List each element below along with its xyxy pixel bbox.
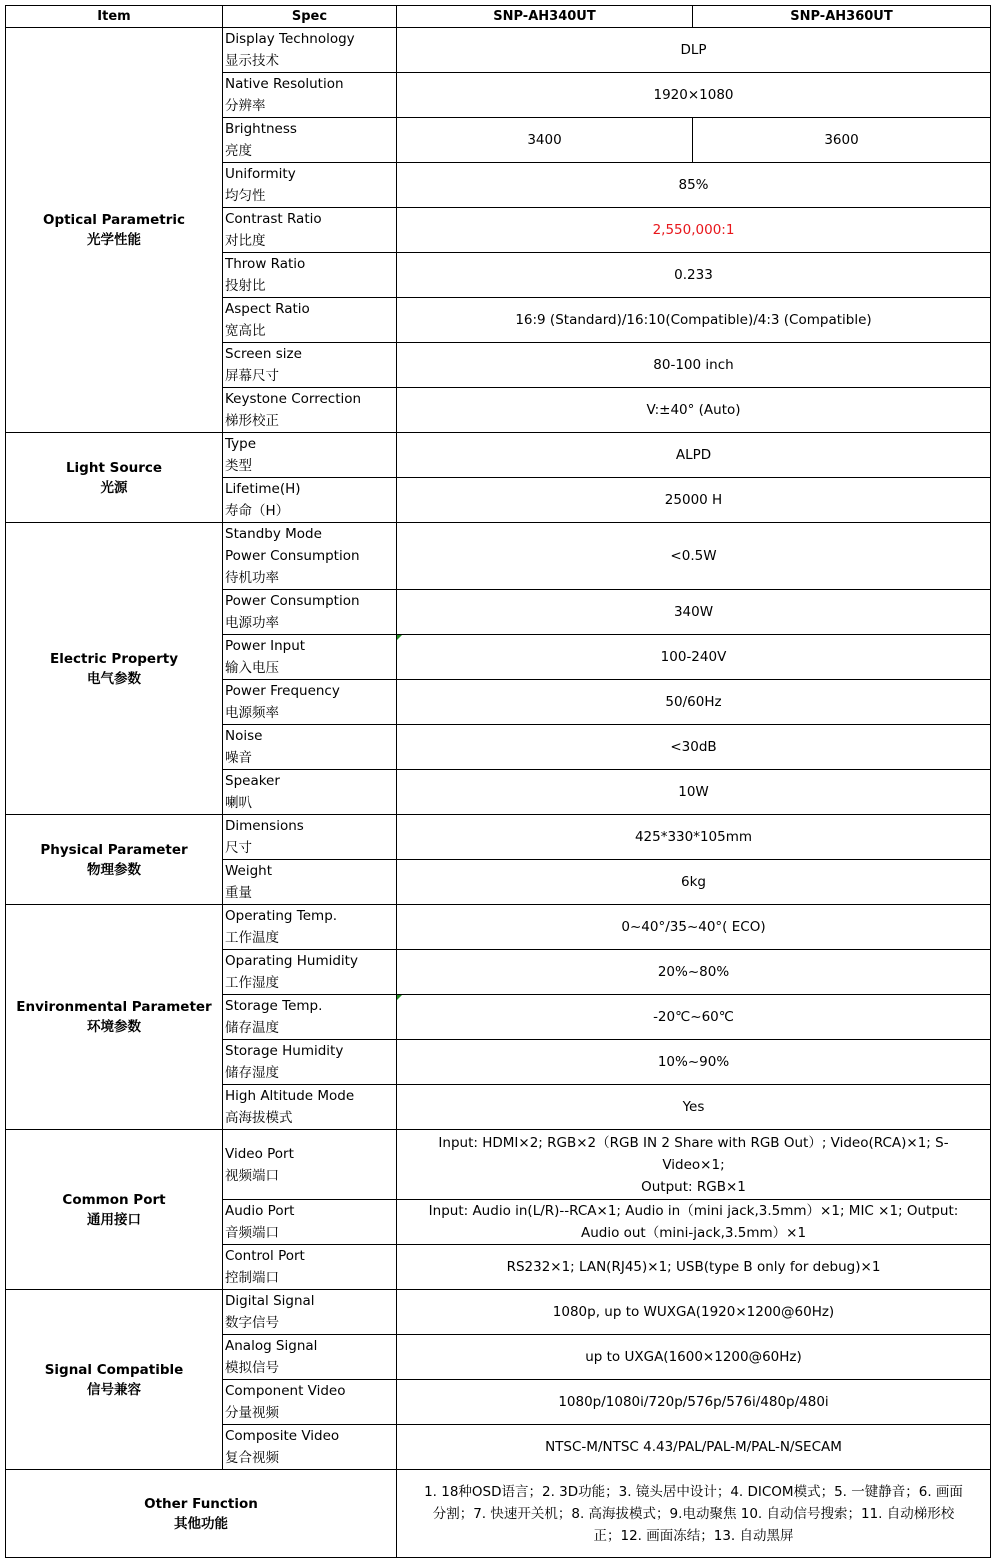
- cell-text-line: Digital Signal: [225, 1293, 315, 1309]
- cell-text-line: Analog Signal: [225, 1338, 318, 1354]
- cell-text-line: Aspect Ratio: [225, 301, 310, 317]
- cell-text-line: Input: Audio in(L/R)--RCA×1; Audio in（mini jack,3.5mm）×1; MIC ×1; Output:: [428, 1203, 959, 1219]
- group-title-en: Optical Parametric: [42, 212, 186, 228]
- table-row: [6, 28, 991, 73]
- spec-value: 10%~90%: [397, 1040, 991, 1085]
- cell-text-line: 寿命（H）: [225, 503, 290, 519]
- cell-text-line: Power Input: [225, 638, 306, 654]
- table-row: [6, 1290, 991, 1335]
- cell-text-line: Audio out（mini-jack,3.5mm）×1: [580, 1225, 807, 1241]
- group-title-zh: 信号兼容: [87, 1381, 141, 1398]
- group-title-en: Environmental Parameter: [16, 999, 212, 1015]
- group-other-function: [6, 1470, 397, 1558]
- cell-text-line: 重量: [225, 885, 252, 901]
- spec-label: [223, 905, 397, 950]
- spec-value: ALPD: [397, 433, 991, 478]
- spec-label: [223, 860, 397, 905]
- cell-text-line: 高海拔模式: [225, 1110, 293, 1126]
- header-row: [6, 6, 991, 28]
- spec-label: [223, 478, 397, 523]
- cell-text-line: Display Technology: [225, 31, 355, 47]
- cell-text-line: 均匀性: [225, 188, 266, 204]
- spec-value: V:±40° (Auto): [397, 388, 991, 433]
- spec-value: NTSC-M/NTSC 4.43/PAL/PAL-M/PAL-N/SECAM: [397, 1425, 991, 1470]
- spec-value: -20℃~60℃: [397, 995, 991, 1040]
- table-row: [6, 433, 991, 478]
- cell-text-line: Screen size: [225, 346, 302, 362]
- header-model-2: SNP-AH360UT: [693, 6, 991, 28]
- cell-text-line: High Altitude Mode: [225, 1088, 355, 1104]
- cell-text-line: Type: [225, 436, 257, 452]
- cell-text-line: 显示技术: [225, 53, 279, 69]
- group-title-zh: 光源: [100, 479, 128, 496]
- spec-value: DLP: [397, 28, 991, 73]
- spec-value: up to UXGA(1600×1200@60Hz): [397, 1335, 991, 1380]
- cell-text-line: Lifetime(H): [225, 481, 301, 497]
- spec-label: [223, 815, 397, 860]
- spec-value: 50/60Hz: [397, 680, 991, 725]
- cell-text-line: Uniformity: [225, 166, 296, 182]
- cell-text-line: 喇叭: [225, 795, 252, 811]
- cell-text-line: 数字信号: [225, 1315, 279, 1331]
- cell-text-line: Video Port: [225, 1145, 294, 1162]
- spec-value-model-2: 3600: [693, 118, 991, 163]
- cell-text-line: Audio Port: [225, 1203, 295, 1219]
- spec-value: 80-100 inch: [397, 343, 991, 388]
- spec-table: [5, 5, 991, 1558]
- spec-value: 10W: [397, 770, 991, 815]
- spec-value: 1920×1080: [397, 73, 991, 118]
- cell-text-line: Power Consumption: [225, 548, 360, 564]
- cell-text-line: Dimensions: [225, 818, 304, 834]
- spec-label: [223, 163, 397, 208]
- spec-label: [223, 1085, 397, 1130]
- cell-text-line: Component Video: [225, 1383, 346, 1399]
- spec-label: [223, 208, 397, 253]
- cell-text-line: 输入电压: [225, 660, 279, 676]
- spec-value: 1080p, up to WUXGA(1920×1200@60Hz): [397, 1290, 991, 1335]
- table-row: [6, 815, 991, 860]
- cell-text-line: 投射比: [225, 278, 266, 294]
- spec-label: [223, 28, 397, 73]
- cell-text-line: 模拟信号: [225, 1360, 279, 1376]
- group-title-zh: 物理参数: [87, 861, 141, 878]
- cell-text-line: 分辨率: [225, 98, 266, 114]
- spec-label: [223, 388, 397, 433]
- group-title-en: Light Source: [65, 459, 163, 476]
- table-row: [6, 905, 991, 950]
- spec-value: 6kg: [397, 860, 991, 905]
- spec-value: [397, 1200, 991, 1245]
- group-physical: [6, 815, 223, 905]
- spec-value: [397, 1130, 991, 1200]
- cell-text-line: 尺寸: [225, 840, 252, 856]
- header-spec: Spec: [223, 6, 397, 28]
- group-electric: [6, 523, 223, 815]
- cell-text-line: 类型: [225, 458, 252, 474]
- cell-text-line: 电源频率: [225, 705, 279, 721]
- cell-text-line: Operating Temp.: [225, 908, 338, 924]
- group-title-en: Common Port: [62, 1191, 166, 1208]
- spec-label: [223, 1425, 397, 1470]
- spec-value: 25000 H: [397, 478, 991, 523]
- cell-text-line: 音频端口: [225, 1225, 279, 1241]
- group-light-source: [6, 433, 223, 523]
- cell-text-line: Noise: [225, 728, 263, 744]
- spec-value: 20%~80%: [397, 950, 991, 995]
- table-row: [6, 1470, 991, 1558]
- cell-text-line: 储存湿度: [225, 1065, 279, 1081]
- cell-text-line: 待机功率: [225, 570, 279, 586]
- spec-label: [223, 1245, 397, 1290]
- cell-text-line: 储存温度: [225, 1020, 279, 1036]
- cell-text-line: Weight: [225, 863, 273, 879]
- spec-value: <0.5W: [397, 523, 991, 590]
- spec-value: 85%: [397, 163, 991, 208]
- group-title-en: Electric Property: [49, 650, 178, 667]
- cell-text-line: Standby Mode: [225, 526, 322, 542]
- cell-text-line: Storage Humidity: [225, 1043, 344, 1059]
- spec-value: 100-240V: [397, 635, 991, 680]
- group-title-en: Signal Compatible: [44, 1361, 184, 1378]
- cell-text-line: Brightness: [225, 121, 297, 137]
- spec-value: Yes: [397, 1085, 991, 1130]
- spec-value: 1080p/1080i/720p/576p/576i/480p/480i: [397, 1380, 991, 1425]
- cell-text-line: 分量视频: [225, 1405, 279, 1421]
- cell-text-line: Speaker: [225, 773, 280, 789]
- cell-text-line: 梯形校正: [225, 413, 279, 429]
- cell-text-line: 视频端口: [225, 1167, 279, 1184]
- spec-value: 0~40°/35~40°( ECO): [397, 905, 991, 950]
- cell-text-line: 屏幕尺寸: [225, 368, 279, 384]
- spec-label: [223, 680, 397, 725]
- header-item: Item: [6, 6, 223, 28]
- group-title-zh: 环境参数: [87, 1019, 141, 1035]
- cell-text-line: Oparating Humidity: [225, 953, 358, 969]
- spec-label: [223, 73, 397, 118]
- spec-label: [223, 433, 397, 478]
- spec-label: [223, 343, 397, 388]
- cell-text-line: Keystone Correction: [225, 391, 362, 407]
- spec-value: 425*330*105mm: [397, 815, 991, 860]
- spec-value: RS232×1; LAN(RJ45)×1; USB(type B only for debug)×1: [397, 1245, 991, 1290]
- group-title-zh: 光学性能: [87, 232, 141, 248]
- cell-text-line: 亮度: [225, 143, 252, 159]
- spec-label: [223, 298, 397, 343]
- spec-label: [223, 1335, 397, 1380]
- cell-text-line: 噪音: [225, 750, 252, 766]
- spec-value: 340W: [397, 590, 991, 635]
- group-title-zh: 通用接口: [87, 1211, 141, 1228]
- cell-text-line: Power Frequency: [225, 683, 340, 699]
- spec-label: [223, 1380, 397, 1425]
- spec-label: [223, 118, 397, 163]
- cell-text-line: Composite Video: [225, 1428, 340, 1444]
- group-signal: [6, 1290, 223, 1470]
- cell-text-line: Storage Temp.: [225, 998, 323, 1014]
- cell-text-line: Power Consumption: [225, 593, 360, 609]
- group-title-zh: 其他功能: [174, 1515, 228, 1532]
- group-optical: [6, 28, 223, 433]
- cell-text-line: 宽高比: [225, 323, 266, 339]
- table-row: [6, 523, 991, 590]
- group-common-port: [6, 1130, 223, 1290]
- spec-label: [223, 253, 397, 298]
- spec-label: [223, 635, 397, 680]
- cell-text-line: 正；12. 画面冻结；13. 自动黑屏: [593, 1527, 794, 1544]
- spec-label: [223, 995, 397, 1040]
- group-title-zh: 电气参数: [87, 670, 141, 687]
- spec-label: [223, 590, 397, 635]
- cell-text-line: Control Port: [225, 1248, 305, 1264]
- cell-text-line: 复合视频: [225, 1450, 279, 1466]
- cell-text-line: 电源功率: [225, 615, 279, 631]
- spec-label: [223, 770, 397, 815]
- cell-text-line: Video×1;: [662, 1156, 725, 1173]
- table-row: [6, 1130, 991, 1200]
- group-environmental: [6, 905, 223, 1130]
- spec-label: [223, 1290, 397, 1335]
- cell-text-line: 对比度: [225, 233, 266, 249]
- cell-text-line: 工作温度: [225, 930, 279, 946]
- spec-value: 16:9 (Standard)/16:10(Compatible)/4:3 (Compatible): [397, 298, 991, 343]
- cell-text-line: 工作湿度: [225, 975, 279, 991]
- cell-text-line: 控制端口: [225, 1270, 279, 1286]
- spec-label: [223, 523, 397, 590]
- spec-label: [223, 1200, 397, 1245]
- spec-label: [223, 1130, 397, 1200]
- cell-text-line: 1. 18种OSD语言；2. 3D功能；3. 镜头居中设计；4. DICOM模式；5. 一键静音；6. 画面: [424, 1483, 963, 1500]
- cell-text-line: Contrast Ratio: [225, 211, 322, 227]
- cell-text-line: Output: RGB×1: [641, 1178, 746, 1195]
- spec-value: <30dB: [397, 725, 991, 770]
- cell-text-line: 分割；7. 快速开关机；8. 高海拔模式；9.电动聚焦 10. 自动信号搜索；11. 自动梯形校: [432, 1505, 955, 1522]
- spec-value-model-1: 3400: [397, 118, 693, 163]
- spec-label: [223, 725, 397, 770]
- spec-value-highlighted: 2,550,000:1: [397, 208, 991, 253]
- cell-text-line: Throw Ratio: [225, 256, 306, 272]
- spec-value: 0.233: [397, 253, 991, 298]
- spec-value: [397, 1470, 991, 1558]
- group-title-en: Physical Parameter: [40, 841, 188, 858]
- spec-label: [223, 1040, 397, 1085]
- cell-text-line: Input: HDMI×2; RGB×2（RGB IN 2 Share with RGB Out）; Video(RCA)×1; S-: [438, 1134, 949, 1151]
- cell-text-line: Native Resolution: [225, 76, 344, 92]
- header-model-1: SNP-AH340UT: [397, 6, 693, 28]
- spec-label: [223, 950, 397, 995]
- group-title-en: Other Function: [144, 1495, 258, 1512]
